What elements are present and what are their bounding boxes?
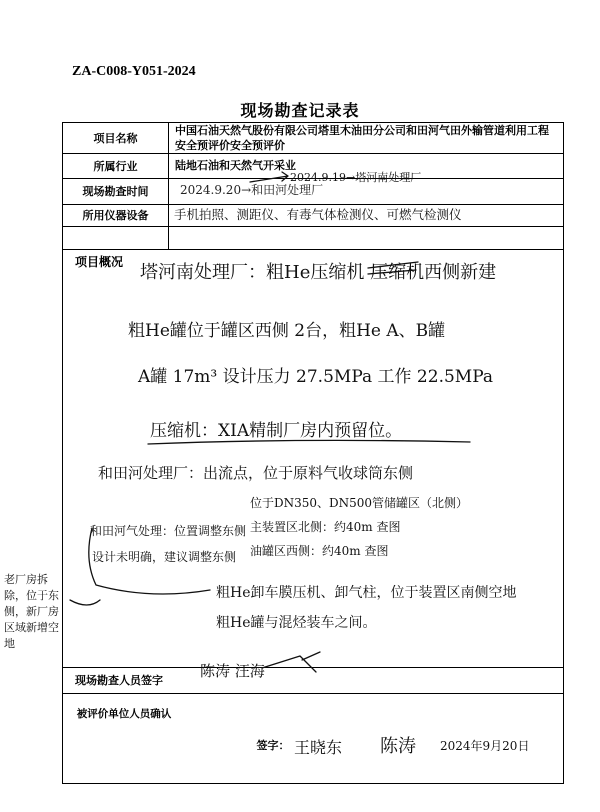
handwritten-overview-3: A罐 17m³ 设计压力 27.5MPa 工作 22.5MPa — [138, 367, 493, 387]
handwritten-confirm-signature: 陈涛 — [380, 736, 416, 757]
bracket-stroke — [89, 528, 210, 594]
handwritten-overview-6: 位于DN350、DN500管储罐区（北侧） — [250, 496, 469, 510]
instruments-label: 所用仪器设备 — [82, 209, 149, 222]
project-name-value: 中国石油天然气股份有限公司塔里木油田分公司和田河气田外输管道利用工程安全预评价安全预评价 — [175, 124, 549, 152]
handwritten-survey-time-2: 2024.9.20→和田河处理厂 — [180, 183, 324, 197]
survey-time-label: 现场勘查时间 — [82, 185, 149, 198]
handwritten-overview-11: 和田河气处理：位置调整东侧 — [90, 524, 247, 538]
arrow-stroke — [250, 172, 288, 182]
handwritten-instruments: 手机拍照、测距仪、有毒气体检测仪、可燃气检测仪 — [174, 207, 462, 222]
handwritten-overview-12: 设计未明确，建议调整东侧 — [92, 550, 237, 564]
handwritten-confirm-name: 王晓东 — [294, 738, 343, 757]
handwritten-margin-note: 老厂房拆除，位于东侧，新厂房区域新增空地 — [4, 573, 59, 650]
industry-label: 所属行业 — [93, 159, 138, 173]
handwritten-overview-8: 油罐区西侧：约40m 查图 — [250, 544, 389, 558]
handwritten-overview-1: 塔河南处理厂：粗He压缩机 压缩机西侧新建 — [140, 262, 497, 283]
signature-stroke — [262, 652, 320, 672]
underline-stroke — [148, 440, 470, 444]
surveyor-sign-label: 现场勘查人员签字 — [75, 674, 163, 687]
handwritten-overview-7: 主装置区北侧：约40m 查图 — [250, 520, 401, 534]
handwritten-overview-9: 粗He卸车膜压机、卸气柱，位于装置区南侧空地 — [216, 585, 517, 601]
document-code: ZA-C008-Y051-2024 — [72, 64, 196, 79]
handwritten-overview-10: 粗He罐与混烃装车之间。 — [216, 615, 377, 631]
overview-label: 项目概况 — [74, 254, 123, 269]
project-name-label: 项目名称 — [93, 132, 138, 145]
confirm-label: 被评价单位人员确认 — [76, 707, 172, 720]
handwritten-survey-time-1: 2024.9.19→塔河南处理厂 — [290, 171, 422, 184]
page-title: 现场勘查记录表 — [240, 101, 360, 120]
industry-value: 陆地石油和天然气开采业 — [175, 159, 296, 172]
sign-label: 签字： — [256, 739, 290, 752]
handwritten-surveyor-signature: 陈涛 汪海 — [200, 662, 265, 680]
handwritten-overview-5: 和田河处理厂：出流点，位于原料气收球筒东侧 — [98, 464, 414, 482]
arrow-stroke — [70, 600, 100, 605]
scratch-out-stroke — [368, 262, 418, 274]
handwritten-overview-2: 粗He罐位于罐区西侧 2台，粗He A、B罐 — [128, 321, 446, 341]
handwritten-overview-4: 压缩机：XIA精制厂房内预留位。 — [150, 421, 403, 441]
handwritten-confirm-date: 2024年9月20日 — [440, 739, 530, 753]
